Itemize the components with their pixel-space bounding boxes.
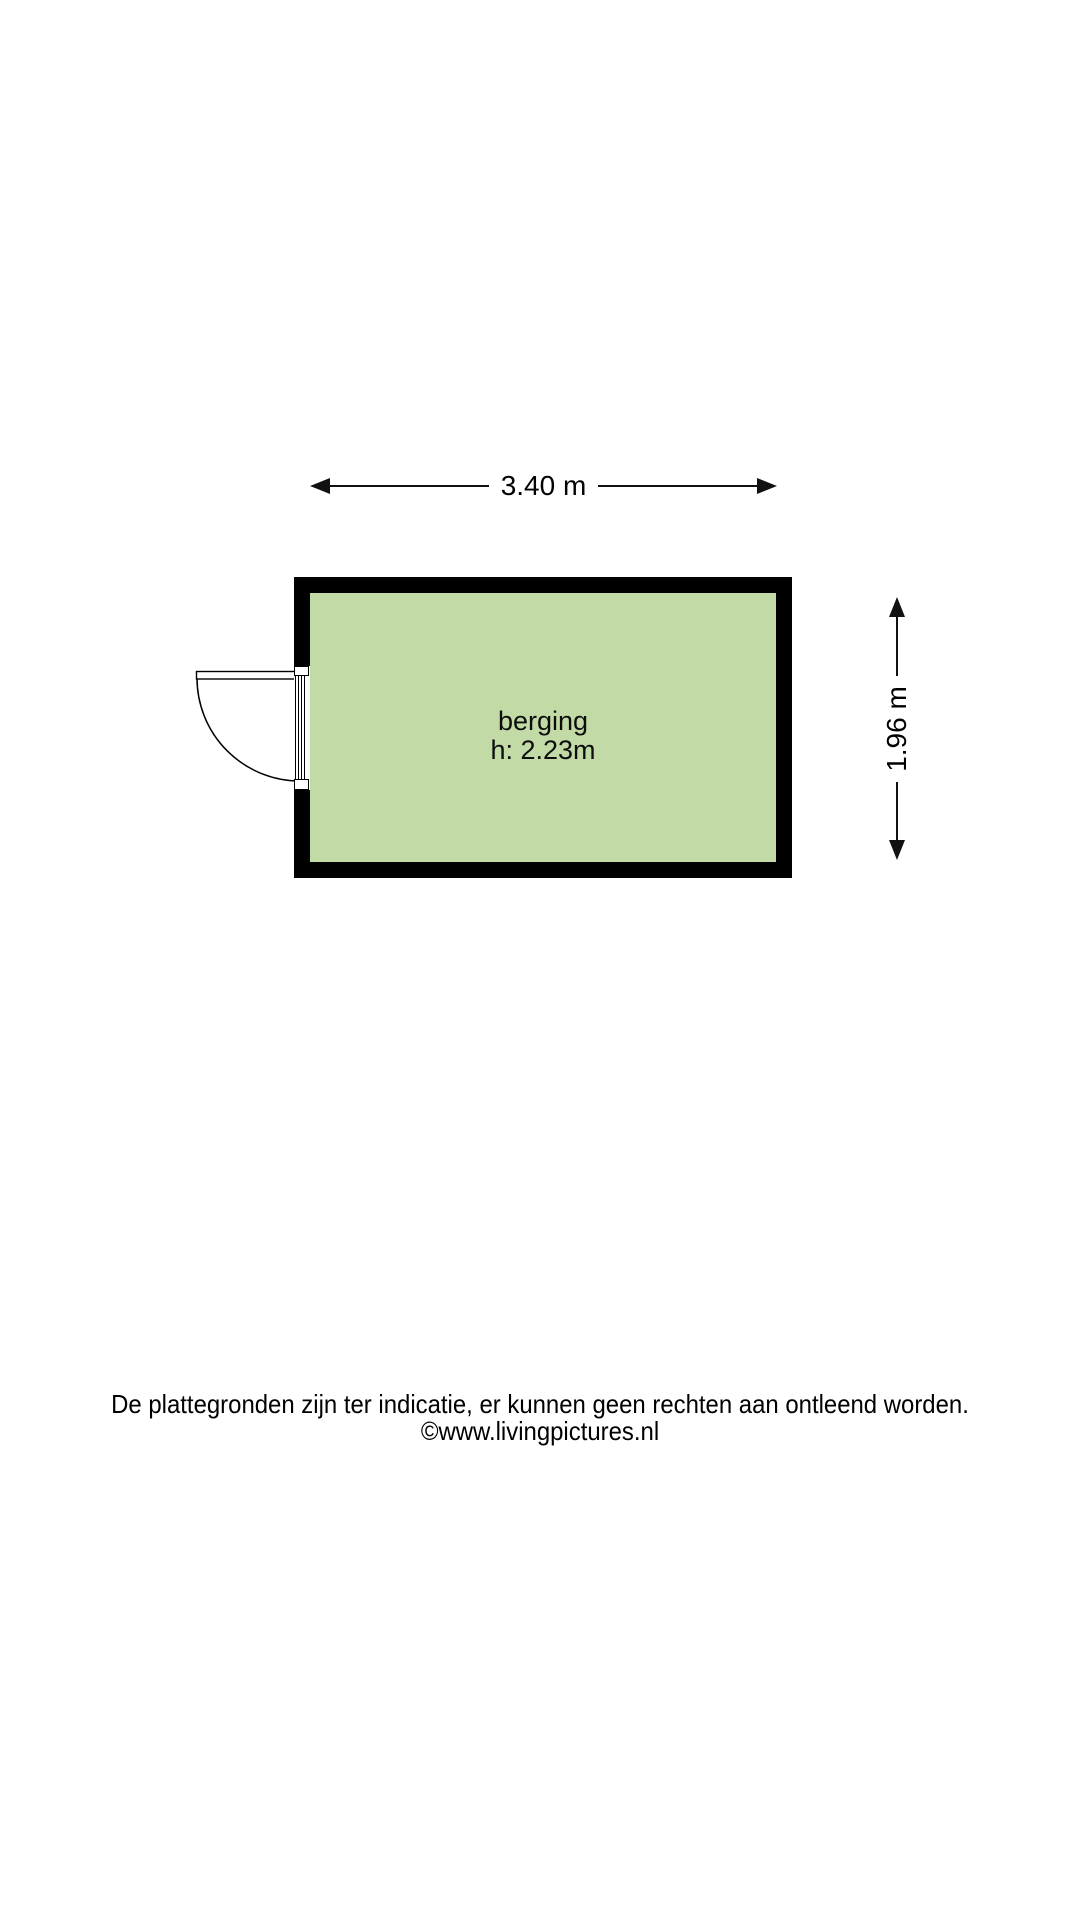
door-swing-arc [197,678,300,781]
height-dimension [883,597,911,860]
door-frame-lines [295,676,305,779]
arrow-right-icon [757,478,777,494]
dimension-line-left [330,485,489,487]
footer-copyright: ©www.livingpictures.nl [420,1416,660,1446]
arrow-left-icon [310,478,330,494]
door-jamb-bottom [294,779,309,790]
width-dimension [310,470,777,502]
width-dimension-label: 3.40 m [500,470,587,501]
arrow-down-icon [889,840,905,860]
room-ceiling-height: h: 2.23m [490,734,596,765]
dimension-line-bottom [896,782,898,841]
footer-disclaimer: De plattegronden zijn ter indicatie, er kunnen geen rechten aan ontleend worden. [111,1389,969,1419]
height-dimension-label-wrap [883,676,911,782]
dimension-line-top [896,617,898,676]
door-opening [294,666,310,790]
door-swing-icon [185,660,310,790]
arrow-up-icon [889,597,905,617]
room-berging [294,577,792,878]
door-jamb-top [294,666,309,676]
door-leaf [197,672,296,680]
room-label [490,707,595,765]
room-name: berging [497,705,589,736]
footer [43,1391,1037,1445]
dimension-line-right [598,485,757,487]
height-dimension-label: 1.96 m [881,685,912,772]
